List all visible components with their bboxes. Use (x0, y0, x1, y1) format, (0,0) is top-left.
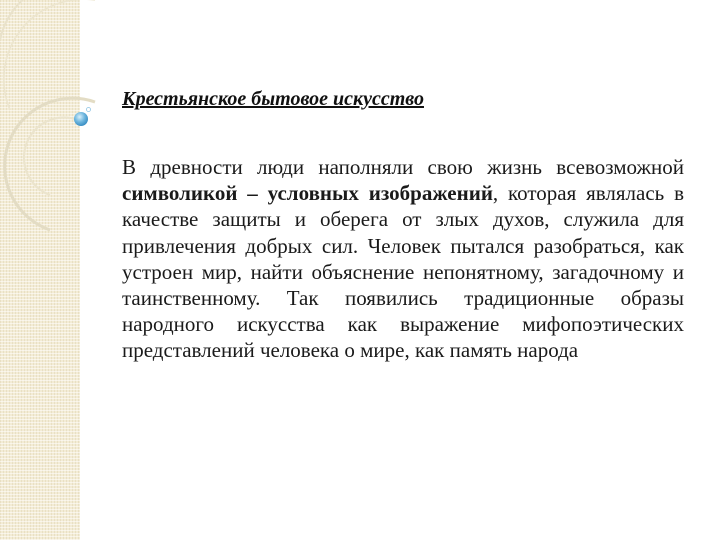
paragraph-text-2: , которая являлась в качестве защиты и оберега от злых духов, служила для привлечения добрых сил. Человек пытался разобраться, как устроен мир, найти объяснение непонятному, загадочному и таинственному. Так появились традиционные образы народного искусства как выражение мифопоэтических представлений человека о мире, как память народа (122, 181, 684, 363)
decorative-arcs (0, 0, 140, 300)
paragraph-bold-term: символикой – условных изображений (122, 181, 493, 206)
bullet-dot-icon (72, 107, 92, 127)
slide-title: Крестьянское бытовое искусство (122, 88, 424, 110)
paragraph-text-1: В древности люди наполняли свою жизнь всевозможной (122, 155, 684, 179)
slide-paragraph (122, 154, 684, 364)
